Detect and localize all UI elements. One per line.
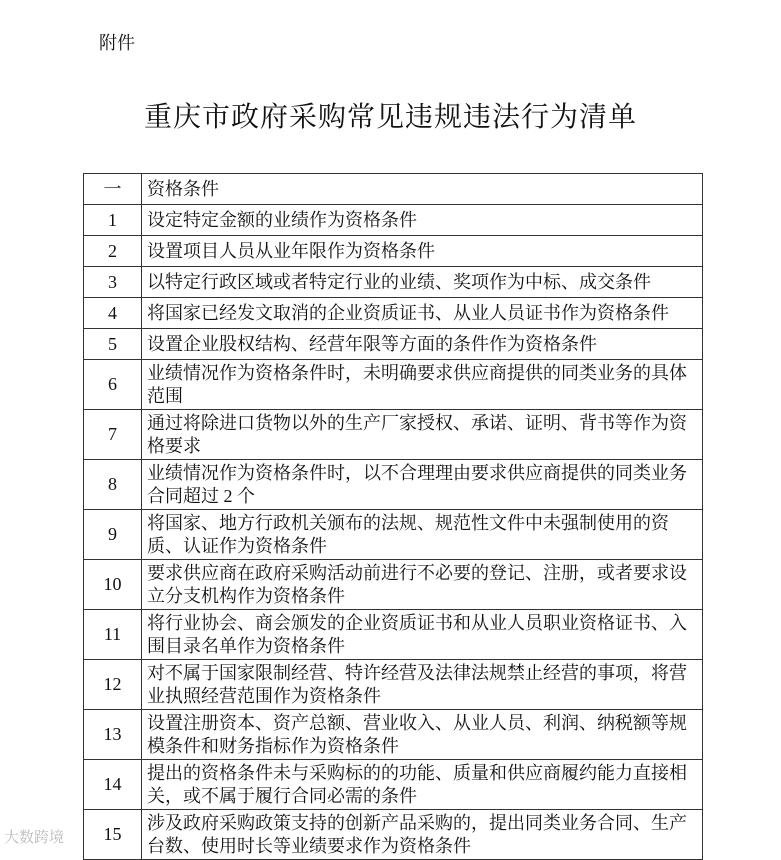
- attachment-label: 附件: [99, 33, 135, 53]
- row-number: 1: [84, 205, 142, 236]
- row-text: 以特定行政区域或者特定行业的业绩、奖项作为中标、成交条件: [142, 267, 703, 298]
- table-row: [84, 760, 703, 810]
- row-text: 要求供应商在政府采购活动前进行不必要的登记、注册，或者要求设立分支机构作为资格条件: [142, 560, 703, 610]
- row-number: 3: [84, 267, 142, 298]
- section-number: 一: [84, 174, 142, 205]
- row-text: 设置注册资本、资产总额、营业收入、从业人员、利润、纳税额等规模条件和财务指标作为资格条件: [142, 710, 703, 760]
- section-header-row: [84, 174, 703, 205]
- row-text: 设置项目人员从业年限作为资格条件: [142, 236, 703, 267]
- table-row: [84, 205, 703, 236]
- row-number: 6: [84, 360, 142, 410]
- row-text: 对不属于国家限制经营、特许经营及法律法规禁止经营的事项，将营业执照经营范围作为资格条件: [142, 660, 703, 710]
- table-row: [84, 660, 703, 710]
- row-number: 8: [84, 460, 142, 510]
- row-text: 通过将除进口货物以外的生产厂家授权、承诺、证明、背书等作为资格要求: [142, 410, 703, 460]
- table-row: [84, 610, 703, 660]
- row-number: 11: [84, 610, 142, 660]
- row-number: 5: [84, 329, 142, 360]
- table-row: [84, 810, 703, 860]
- row-text: 将行业协会、商会颁发的企业资质证书和从业人员职业资格证书、入围目录名单作为资格条件: [142, 610, 703, 660]
- row-number: 10: [84, 560, 142, 610]
- table-row: [84, 329, 703, 360]
- row-number: 2: [84, 236, 142, 267]
- page-title: 重庆市政府采购常见违规违法行为清单: [143, 102, 637, 133]
- table-row: [84, 710, 703, 760]
- row-number: 13: [84, 710, 142, 760]
- row-number: 14: [84, 760, 142, 810]
- row-text: 设置企业股权结构、经营年限等方面的条件作为资格条件: [142, 329, 703, 360]
- table-row: [84, 236, 703, 267]
- row-text: 涉及政府采购政策支持的创新产品采购的，提出同类业务合同、生产台数、使用时长等业绩要求作为资格条件: [142, 810, 703, 860]
- table-row: [84, 510, 703, 560]
- table-row: [84, 560, 703, 610]
- row-number: 12: [84, 660, 142, 710]
- row-number: 4: [84, 298, 142, 329]
- row-text: 业绩情况作为资格条件时，未明确要求供应商提供的同类业务的具体范围: [142, 360, 703, 410]
- row-text: 业绩情况作为资格条件时，以不合理理由要求供应商提供的同类业务合同超过 2 个: [142, 460, 703, 510]
- row-text: 将国家、地方行政机关颁布的法规、规范性文件中未强制使用的资质、认证作为资格条件: [142, 510, 703, 560]
- row-number: 15: [84, 810, 142, 860]
- table-row: [84, 410, 703, 460]
- violations-table: [83, 173, 703, 860]
- section-label: 资格条件: [142, 174, 703, 205]
- row-text: 提出的资格条件未与采购标的的功能、质量和供应商履约能力直接相关，或不属于履行合同必需的条件: [142, 760, 703, 810]
- row-number: 9: [84, 510, 142, 560]
- table-row: [84, 298, 703, 329]
- row-text: 设定特定金额的业绩作为资格条件: [142, 205, 703, 236]
- table-row: [84, 460, 703, 510]
- watermark: 大数跨境: [4, 828, 65, 846]
- table-row: [84, 360, 703, 410]
- row-number: 7: [84, 410, 142, 460]
- table-row: [84, 267, 703, 298]
- row-text: 将国家已经发文取消的企业资质证书、从业人员证书作为资格条件: [142, 298, 703, 329]
